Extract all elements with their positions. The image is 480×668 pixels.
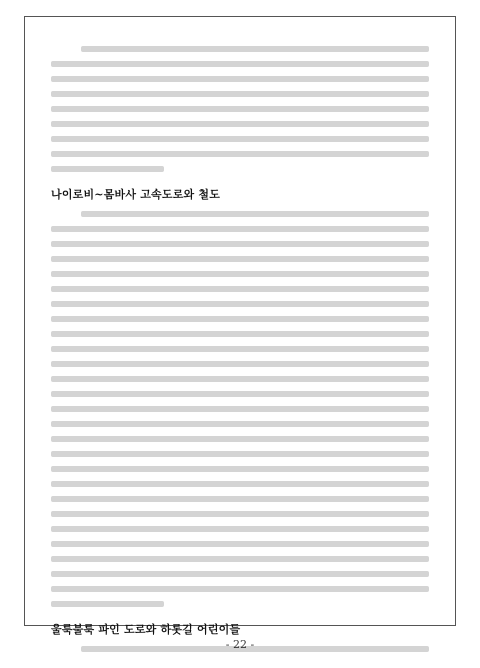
placeholder-line [51,466,429,472]
placeholder-line [51,421,429,427]
placeholder-line [51,271,429,277]
placeholder-line [51,286,429,292]
placeholder-line [51,151,429,157]
placeholder-line [51,91,429,97]
placeholder-line [51,361,429,367]
placeholder-line [51,556,429,562]
placeholder-line [51,256,429,262]
placeholder-line [51,346,429,352]
placeholder-line [81,46,429,52]
placeholder-line [51,451,429,457]
placeholder-line [51,511,429,517]
section-heading-nairobi-mombasa: 나이로비~몸바사 고속도로와 철도 [51,188,221,201]
placeholder-line [51,316,429,322]
placeholder-line [51,436,429,442]
placeholder-line [51,526,429,532]
paragraph-1 [51,46,429,172]
placeholder-line [81,211,429,217]
placeholder-line [51,391,429,397]
document-page [24,16,456,636]
placeholder-line [51,376,429,382]
placeholder-line [51,136,429,142]
placeholder-line [51,121,429,127]
placeholder-line [51,76,429,82]
placeholder-line [51,406,429,412]
placeholder-line [51,301,429,307]
placeholder-line [51,541,429,547]
placeholder-line [51,106,429,112]
placeholder-line [51,226,429,232]
section-heading-bumpy-roads: 울룩불룩 파인 도로와 하롯길 어린이들 [51,623,241,636]
paragraph-2 [51,211,429,607]
page-number: - 22 - [225,638,255,651]
placeholder-line [51,166,164,172]
placeholder-line [51,586,429,592]
placeholder-line [51,61,429,67]
placeholder-line [51,241,429,247]
placeholder-line [51,571,429,577]
placeholder-line [51,331,429,337]
placeholder-line [51,481,429,487]
placeholder-line [51,496,429,502]
placeholder-line [51,601,164,607]
